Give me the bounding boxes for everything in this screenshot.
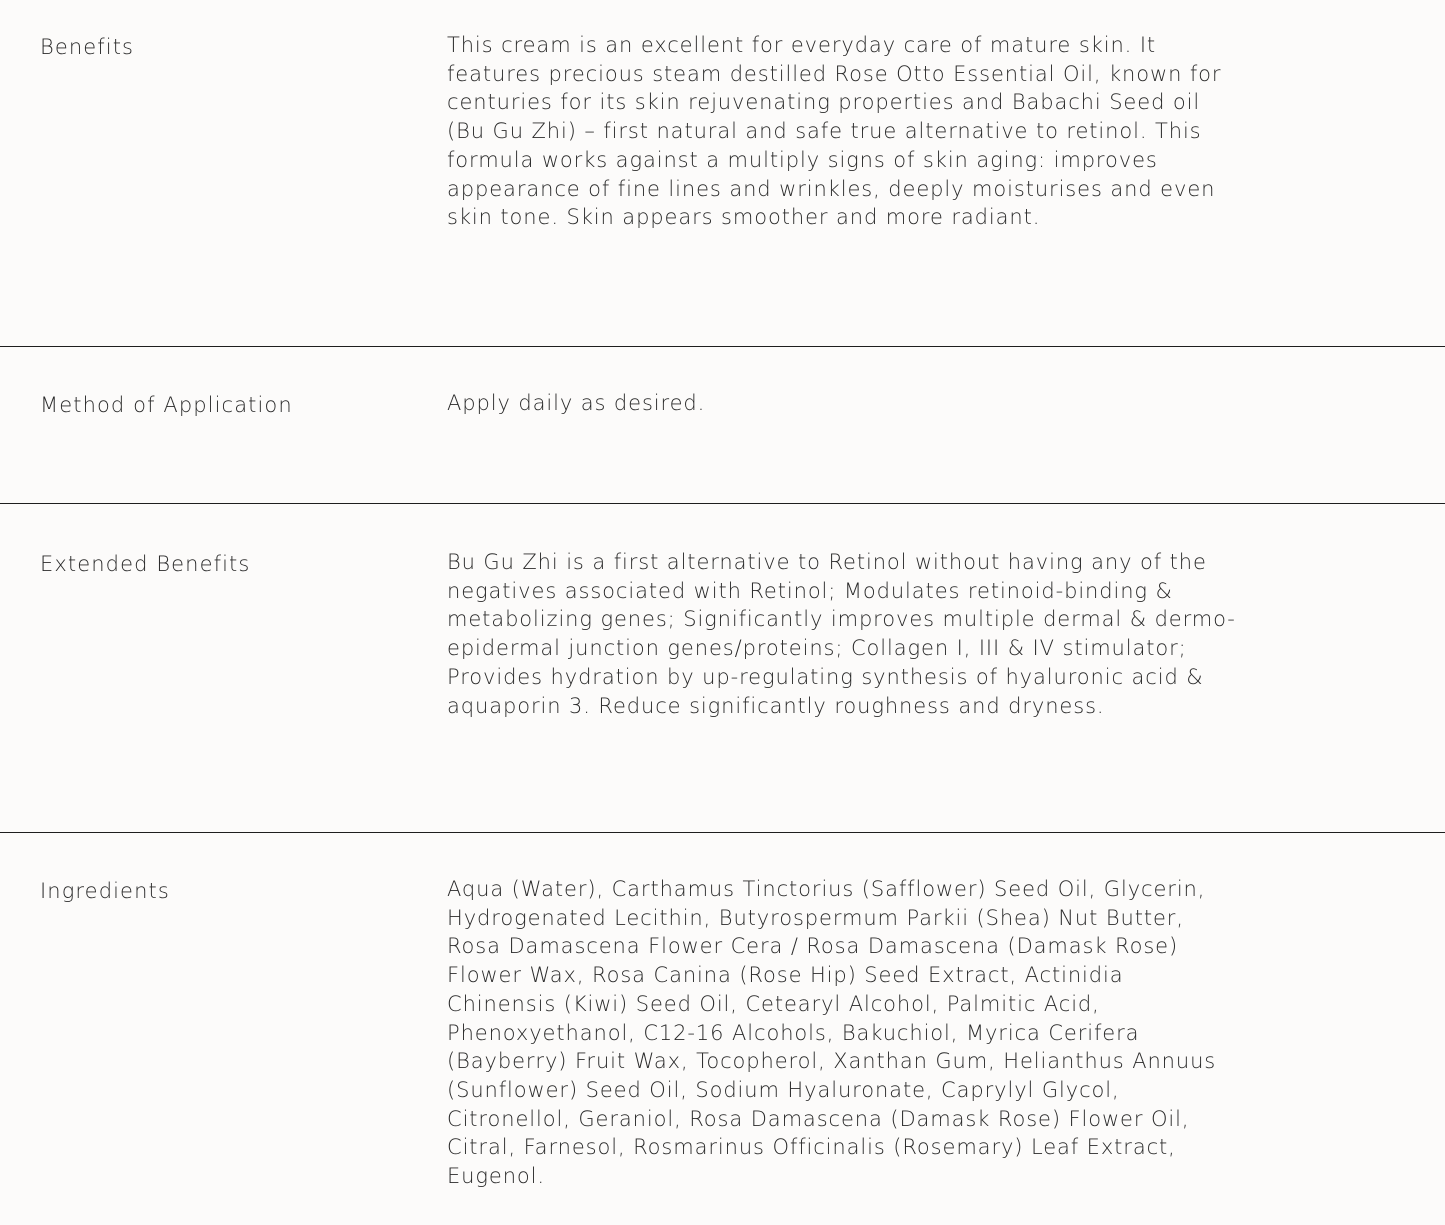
ingredients-section (0, 833, 1445, 1225)
method-of-application-heading: Method of Application (40, 393, 293, 417)
extended-benefits-heading: Extended Benefits (40, 552, 251, 576)
extended-benefits-section (0, 504, 1445, 833)
benefits-heading: Benefits (40, 35, 135, 59)
benefits-section (0, 0, 1445, 347)
extended-benefits-text: Bu Gu Zhi is a first alternative to Retinol without having any of the negatives associated with Retinol; Modulates retinoid-binding & metabolizing genes; Significantly improves multiple dermal & dermo-epidermal junction genes/proteins; Collagen I, III & IV stimulator; Provides hydration by up-regulating synthesis of hyaluronic acid & aquaporin 3. Reduce significantly roughness and dryness. (447, 550, 1236, 718)
method-of-application-section (0, 347, 1445, 504)
method-of-application-text: Apply daily as desired. (447, 391, 706, 415)
ingredients-heading: Ingredients (40, 879, 170, 903)
ingredients-text: Aqua (Water), Carthamus Tinctorius (Safflower) Seed Oil, Glycerin, Hydrogenated Lecithin, Butyrospermum Parkii (Shea) Nut Butter, Rosa Damascena Flower Cera / Rosa Damascena (Damask Rose) Flower Wax, Rosa Canina (Rose Hip) Seed Extract, Actinidia Chinensis (Kiwi) Seed Oil, Cetearyl Alcohol, Palmitic Acid, Phenoxyethanol, C12-16 Alcohols, Bakuchiol, Myrica Cerifera (Bayberry) Fruit Wax, Tocopherol, Xanthan Gum, Helianthus Annuus (Sunflower) Seed Oil, Sodium Hyaluronate, Caprylyl Glycol, Citronellol, Geraniol, Rosa Damascena (Damask Rose) Flower Oil, Citral, Farnesol, Rosmarinus Officinalis (Rosemary) Leaf Extract, Eugenol. (447, 877, 1217, 1189)
benefits-text: This cream is an excellent for everyday care of mature skin. It features precious steam destilled Rose Otto Essential Oil, known for centuries for its skin rejuvenating properties and Babachi Seed oil (Bu Gu Zhi) – first natural and safe true alternative to retinol. This formula works against a multiply signs of skin aging: improves appearance of fine lines and wrinkles, deeply moisturises and even skin tone. Skin appears smoother and more radiant. (447, 33, 1222, 230)
